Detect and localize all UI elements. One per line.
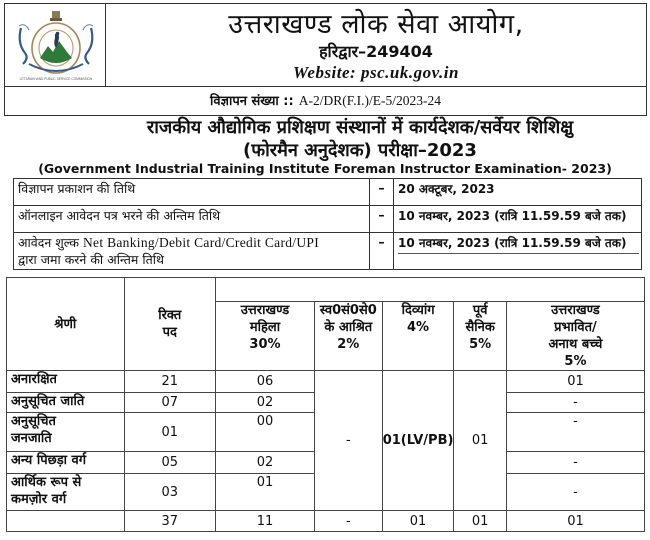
exam-title-english: (Government Industrial Training Institute Foreman Instructor Examination- 2023)	[38, 161, 612, 176]
cell-total-ex-servicemen: 01	[454, 511, 507, 532]
date-label-payment-methods: Net Banking/Debit Card/Credit Card/UPI	[83, 235, 319, 250]
date-dash: –	[370, 233, 394, 270]
cell-uk-women: 06	[216, 371, 315, 393]
commission-name: उत्तराखण्ड लोक सेवा आयोग,	[228, 9, 524, 40]
cell-uk-affected: -	[506, 452, 644, 474]
cell-category: अन्य पिछड़ा वर्ग	[7, 452, 125, 474]
cell-total-vacant: 37	[124, 511, 216, 532]
table-row	[7, 371, 645, 393]
header-divyang: दिव्यांग 4%	[382, 302, 454, 371]
header-uk-affected-orphan: उत्तराखण्ड प्रभावित/ अनाथ बच्चे 5%	[506, 302, 644, 371]
date-dash: –	[370, 179, 394, 206]
cell-uk-women: 01	[216, 474, 315, 511]
header-ex-servicemen: पूर्व सैनिक 5%	[454, 302, 507, 371]
date-dash: –	[370, 206, 394, 233]
cell-total-freedom-fighter: -	[314, 511, 382, 532]
date-value-text: 10 नवम्बर, 2023 (रात्रि 11.59.59 बजे तक)	[398, 234, 639, 254]
logo-cell	[5, 4, 106, 86]
cell-vacant: 03	[124, 474, 216, 511]
cell-uk-women: 02	[216, 393, 315, 413]
cell-total-uk-women: 11	[216, 511, 315, 532]
date-label	[14, 233, 370, 270]
cell-vacant: 01	[124, 413, 216, 452]
advertisement-number: A-2/DR(F.I.)/E-5/2023-24	[298, 93, 441, 108]
date-row	[14, 179, 642, 206]
commission-emblem-icon	[15, 8, 97, 82]
advertisement-label: विज्ञापन संख्या ::	[210, 94, 294, 109]
header-reservation-group	[216, 278, 645, 302]
cell-category: आर्थिक रूप से कमज़ोर वर्ग	[7, 474, 125, 511]
exam-title-line2: (फोरमैन अनुदेशक) परीक्षा–2023	[243, 140, 477, 161]
date-label-hindi: आवेदन शुल्क	[18, 235, 80, 250]
cell-vacant: 05	[124, 452, 216, 474]
cell-vacant: 21	[124, 371, 216, 393]
cell-total-label	[7, 511, 125, 532]
date-label-line2: द्वारा जमा करने की अन्तिम तिथि	[18, 252, 164, 267]
date-value: 20 अक्टूबर, 2023	[394, 179, 642, 206]
date-label: ऑनलाइन आवेदन पत्र भरने की अन्तिम तिथि	[14, 206, 370, 233]
header-freedom-fighter-dependent: स्व0सं0से0 के आश्रित 2%	[314, 302, 382, 371]
date-value	[394, 233, 642, 270]
header-category: श्रेणी	[7, 278, 125, 371]
cell-uk-affected: 01	[506, 371, 644, 393]
cell-uk-women: 00	[216, 413, 315, 452]
header-uk-women: उत्तराखण्ड महिला 30%	[216, 302, 315, 371]
title-cell	[106, 4, 646, 86]
advertisement-number-row	[5, 86, 646, 115]
commission-website[interactable]: Website: psc.uk.gov.in	[293, 63, 459, 82]
cell-ex-servicemen-merged: 01	[454, 371, 507, 511]
cell-uk-affected: -	[506, 393, 644, 413]
cell-total-divyang: 01	[382, 511, 454, 532]
cell-category: अनुसूचित जनजाति	[7, 413, 125, 452]
cell-divyang-merged: 01(LV/PB)	[382, 371, 454, 511]
svg-text:UTTARAKHAND PUBLIC SERVICE COM: UTTARAKHAND PUBLIC SERVICE COMMISSION	[19, 77, 93, 81]
cell-uk-affected: -	[506, 474, 644, 511]
important-dates-table	[13, 178, 642, 270]
exam-title-line1: राजकीय औद्योगिक प्रशिक्षण संस्थानों में कार्यदेशक/सर्वेयर शिशिक्षु	[146, 117, 574, 138]
date-row	[14, 233, 642, 270]
header-vacant-posts: रिक्त पद	[124, 278, 216, 371]
date-row	[14, 206, 642, 233]
date-label: विज्ञापन प्रकाशन की तिथि	[14, 179, 370, 206]
table-total-row	[7, 511, 645, 532]
cell-category: अनुसूचित जाति	[7, 393, 125, 413]
cell-freedom-fighter-merged: -	[314, 371, 382, 511]
date-value: 10 नवम्बर, 2023 (रात्रि 11.59.59 बजे तक)	[394, 206, 642, 233]
table-header-row	[7, 278, 645, 302]
cell-category: अनारक्षित	[7, 371, 125, 393]
header-box	[4, 3, 647, 116]
cell-uk-women: 02	[216, 452, 315, 474]
cell-uk-affected: -	[506, 413, 644, 452]
commission-location: हरिद्वार–249404	[319, 42, 433, 61]
cell-total-uk-affected: 01	[506, 511, 644, 532]
cell-vacant: 07	[124, 393, 216, 413]
vacancy-table	[6, 277, 645, 532]
